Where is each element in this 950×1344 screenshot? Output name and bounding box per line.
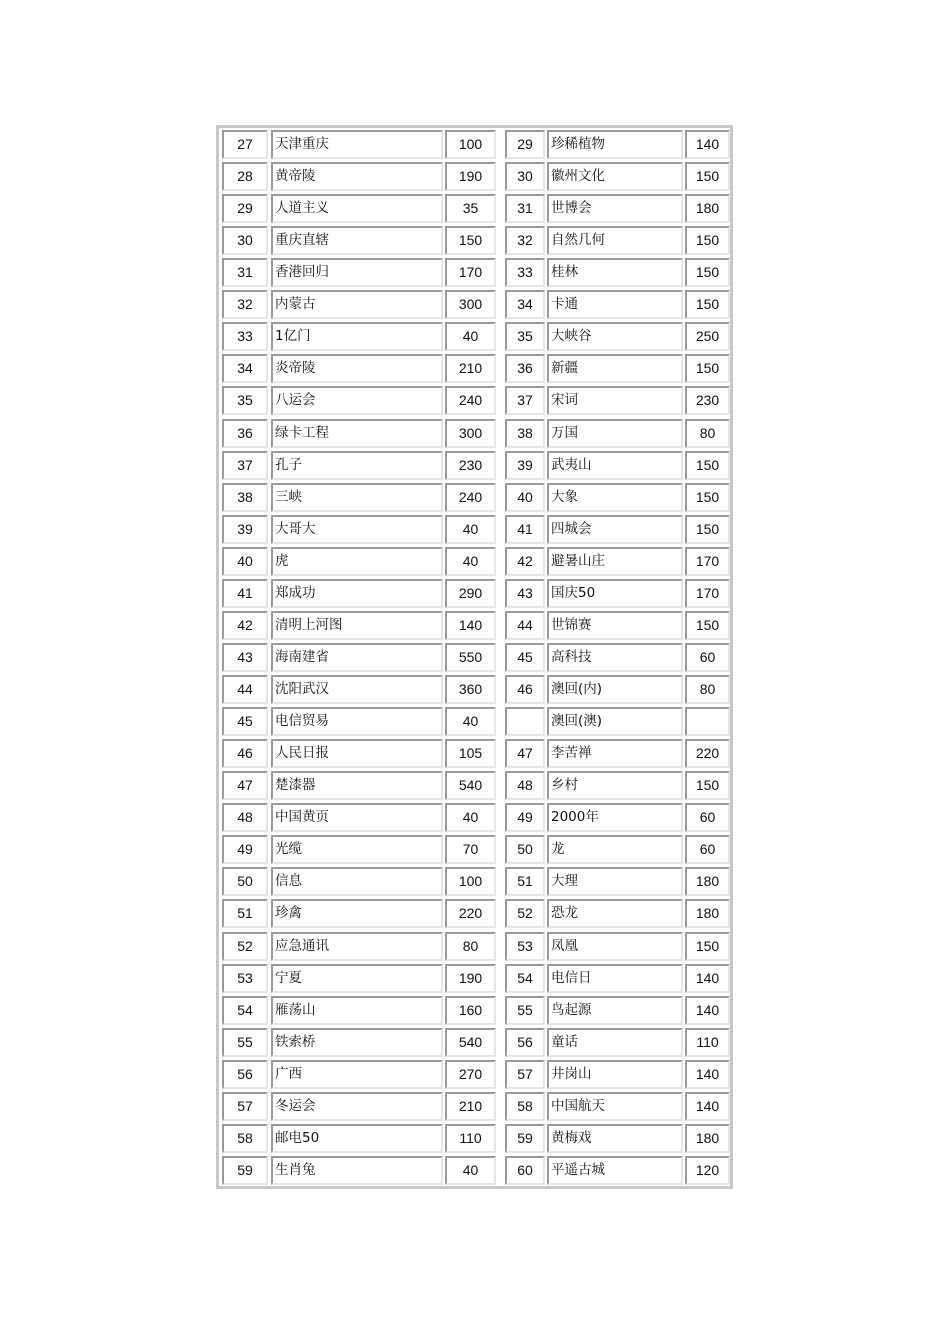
item-name-left: 绿卡工程 — [271, 419, 443, 448]
item-value-left: 100 — [445, 867, 496, 896]
row-number-right — [505, 707, 545, 736]
row-number-left: 44 — [222, 675, 268, 704]
item-value-right: 140 — [685, 1092, 730, 1121]
item-name-left: 内蒙古 — [271, 290, 443, 319]
item-name-right: 大理 — [547, 867, 683, 896]
item-name-left: 应急通讯 — [271, 932, 443, 961]
row-number-right: 33 — [505, 258, 545, 287]
item-value-right: 140 — [685, 996, 730, 1025]
row-number-left: 35 — [222, 386, 268, 415]
item-name-left: 清明上河图 — [271, 611, 443, 640]
item-name-left: 虎 — [271, 547, 443, 576]
item-value-left: 540 — [445, 1028, 496, 1057]
item-name-left: 雁荡山 — [271, 996, 443, 1025]
row-number-left: 28 — [222, 162, 268, 191]
item-name-right: 宋词 — [547, 386, 683, 415]
row-number-right: 34 — [505, 290, 545, 319]
item-value-left: 40 — [445, 707, 496, 736]
row-number-left: 51 — [222, 899, 268, 928]
item-value-left: 140 — [445, 611, 496, 640]
item-name-left: 海南建省 — [271, 643, 443, 672]
row-number-right: 41 — [505, 515, 545, 544]
item-name-right: 恐龙 — [547, 899, 683, 928]
row-number-right: 42 — [505, 547, 545, 576]
item-value-right: 180 — [685, 194, 730, 223]
item-value-right: 110 — [685, 1028, 730, 1057]
item-name-right: 乡村 — [547, 771, 683, 800]
item-name-right: 珍稀植物 — [547, 130, 683, 159]
item-name-left: 人民日报 — [271, 739, 443, 768]
item-value-right: 170 — [685, 579, 730, 608]
item-value-left: 240 — [445, 483, 496, 512]
row-number-right: 35 — [505, 322, 545, 351]
item-name-left: 宁夏 — [271, 964, 443, 993]
item-value-right: 60 — [685, 835, 730, 864]
item-name-left: 冬运会 — [271, 1092, 443, 1121]
item-name-right: 高科技 — [547, 643, 683, 672]
stamp-price-table — [216, 125, 733, 1189]
item-value-left: 300 — [445, 419, 496, 448]
row-number-left: 59 — [222, 1156, 268, 1185]
item-value-right: 60 — [685, 643, 730, 672]
item-name-right: 自然几何 — [547, 226, 683, 255]
item-value-left: 220 — [445, 899, 496, 928]
item-value-right: 150 — [685, 290, 730, 319]
item-value-left: 80 — [445, 932, 496, 961]
row-number-left: 36 — [222, 419, 268, 448]
item-name-left: 生肖兔 — [271, 1156, 443, 1185]
item-name-left: 1亿门 — [271, 322, 443, 351]
item-name-right: 新疆 — [547, 354, 683, 383]
row-number-left: 43 — [222, 643, 268, 672]
item-name-left: 三峡 — [271, 483, 443, 512]
item-value-right: 150 — [685, 611, 730, 640]
item-name-right: 澳回(内) — [547, 675, 683, 704]
row-number-left: 47 — [222, 771, 268, 800]
item-value-right: 220 — [685, 739, 730, 768]
item-name-right: 龙 — [547, 835, 683, 864]
item-name-right: 徽州文化 — [547, 162, 683, 191]
row-number-right: 56 — [505, 1028, 545, 1057]
item-value-right: 250 — [685, 322, 730, 351]
item-name-right: 国庆50 — [547, 579, 683, 608]
item-value-left: 40 — [445, 322, 496, 351]
item-value-right: 80 — [685, 675, 730, 704]
item-name-left: 重庆直辖 — [271, 226, 443, 255]
row-number-left: 27 — [222, 130, 268, 159]
row-number-right: 55 — [505, 996, 545, 1025]
item-value-left: 40 — [445, 1156, 496, 1185]
item-value-left: 550 — [445, 643, 496, 672]
item-value-left: 110 — [445, 1124, 496, 1153]
item-value-right: 140 — [685, 130, 730, 159]
item-name-left: 香港回归 — [271, 258, 443, 287]
item-name-right: 电信日 — [547, 964, 683, 993]
row-number-right: 43 — [505, 579, 545, 608]
item-value-right: 150 — [685, 451, 730, 480]
row-number-right: 31 — [505, 194, 545, 223]
row-number-right: 57 — [505, 1060, 545, 1089]
item-name-right: 平遥古城 — [547, 1156, 683, 1185]
item-value-left: 360 — [445, 675, 496, 704]
item-name-right: 卡通 — [547, 290, 683, 319]
row-number-left: 48 — [222, 803, 268, 832]
item-name-left: 郑成功 — [271, 579, 443, 608]
item-name-right: 大峡谷 — [547, 322, 683, 351]
item-value-right — [685, 707, 730, 736]
item-value-left: 70 — [445, 835, 496, 864]
row-number-left: 31 — [222, 258, 268, 287]
item-value-left: 540 — [445, 771, 496, 800]
item-value-right: 180 — [685, 867, 730, 896]
row-number-right: 40 — [505, 483, 545, 512]
item-value-left: 210 — [445, 1092, 496, 1121]
item-name-left: 电信贸易 — [271, 707, 443, 736]
item-name-left: 大哥大 — [271, 515, 443, 544]
item-value-left: 150 — [445, 226, 496, 255]
item-value-right: 150 — [685, 515, 730, 544]
item-name-left: 沈阳武汉 — [271, 675, 443, 704]
row-number-right: 49 — [505, 803, 545, 832]
item-value-right: 180 — [685, 1124, 730, 1153]
row-number-right: 60 — [505, 1156, 545, 1185]
item-name-left: 广西 — [271, 1060, 443, 1089]
item-value-left: 35 — [445, 194, 496, 223]
row-number-right: 36 — [505, 354, 545, 383]
row-number-left: 33 — [222, 322, 268, 351]
item-name-left: 邮电50 — [271, 1124, 443, 1153]
item-name-left: 光缆 — [271, 835, 443, 864]
row-number-left: 39 — [222, 515, 268, 544]
item-name-left: 黄帝陵 — [271, 162, 443, 191]
item-value-left: 160 — [445, 996, 496, 1025]
row-number-left: 52 — [222, 932, 268, 961]
item-name-left: 人道主义 — [271, 194, 443, 223]
item-value-right: 150 — [685, 354, 730, 383]
item-name-right: 黄梅戏 — [547, 1124, 683, 1153]
item-value-right: 150 — [685, 771, 730, 800]
item-name-left: 珍禽 — [271, 899, 443, 928]
row-number-right: 52 — [505, 899, 545, 928]
item-name-left: 楚漆器 — [271, 771, 443, 800]
item-name-right: 世博会 — [547, 194, 683, 223]
row-number-right: 46 — [505, 675, 545, 704]
row-number-right: 45 — [505, 643, 545, 672]
row-number-right: 44 — [505, 611, 545, 640]
item-value-right: 170 — [685, 547, 730, 576]
row-number-left: 40 — [222, 547, 268, 576]
item-value-right: 150 — [685, 932, 730, 961]
item-value-left: 300 — [445, 290, 496, 319]
item-value-right: 140 — [685, 964, 730, 993]
row-number-right: 54 — [505, 964, 545, 993]
row-number-left: 56 — [222, 1060, 268, 1089]
row-number-left: 29 — [222, 194, 268, 223]
item-name-right: 桂林 — [547, 258, 683, 287]
row-number-left: 45 — [222, 707, 268, 736]
item-value-right: 150 — [685, 226, 730, 255]
item-name-left: 铁索桥 — [271, 1028, 443, 1057]
item-name-left: 信息 — [271, 867, 443, 896]
item-name-right: 童话 — [547, 1028, 683, 1057]
row-number-left: 55 — [222, 1028, 268, 1057]
item-value-left: 210 — [445, 354, 496, 383]
item-value-left: 290 — [445, 579, 496, 608]
row-number-right: 50 — [505, 835, 545, 864]
item-value-left: 190 — [445, 964, 496, 993]
item-name-left: 孔子 — [271, 451, 443, 480]
row-number-left: 32 — [222, 290, 268, 319]
item-value-left: 270 — [445, 1060, 496, 1089]
row-number-left: 42 — [222, 611, 268, 640]
item-name-right: 鸟起源 — [547, 996, 683, 1025]
row-number-right: 47 — [505, 739, 545, 768]
item-value-right: 150 — [685, 162, 730, 191]
item-value-right: 230 — [685, 386, 730, 415]
row-number-left: 37 — [222, 451, 268, 480]
row-number-left: 53 — [222, 964, 268, 993]
item-name-right: 世锦赛 — [547, 611, 683, 640]
item-name-right: 避暑山庄 — [547, 547, 683, 576]
item-value-right: 140 — [685, 1060, 730, 1089]
item-value-right: 60 — [685, 803, 730, 832]
row-number-right: 53 — [505, 932, 545, 961]
item-name-right: 中国航天 — [547, 1092, 683, 1121]
item-value-right: 150 — [685, 483, 730, 512]
row-number-right: 59 — [505, 1124, 545, 1153]
item-name-right: 2000年 — [547, 803, 683, 832]
item-value-right: 180 — [685, 899, 730, 928]
item-name-left: 炎帝陵 — [271, 354, 443, 383]
item-name-right: 井岗山 — [547, 1060, 683, 1089]
item-value-right: 80 — [685, 419, 730, 448]
item-name-right: 万国 — [547, 419, 683, 448]
item-value-left: 190 — [445, 162, 496, 191]
row-number-right: 38 — [505, 419, 545, 448]
item-value-left: 100 — [445, 130, 496, 159]
item-value-left: 40 — [445, 515, 496, 544]
row-number-right: 48 — [505, 771, 545, 800]
row-number-left: 57 — [222, 1092, 268, 1121]
item-value-left: 105 — [445, 739, 496, 768]
row-number-left: 41 — [222, 579, 268, 608]
row-number-left: 46 — [222, 739, 268, 768]
item-value-right: 120 — [685, 1156, 730, 1185]
item-name-right: 武夷山 — [547, 451, 683, 480]
row-number-left: 49 — [222, 835, 268, 864]
row-number-right: 51 — [505, 867, 545, 896]
item-value-left: 240 — [445, 386, 496, 415]
item-name-left: 天津重庆 — [271, 130, 443, 159]
row-number-right: 29 — [505, 130, 545, 159]
row-number-left: 34 — [222, 354, 268, 383]
item-name-right: 四城会 — [547, 515, 683, 544]
item-name-left: 八运会 — [271, 386, 443, 415]
row-number-left: 58 — [222, 1124, 268, 1153]
row-number-right: 37 — [505, 386, 545, 415]
item-name-right: 澳回(澳) — [547, 707, 683, 736]
item-name-left: 中国黄页 — [271, 803, 443, 832]
item-value-left: 40 — [445, 547, 496, 576]
row-number-right: 30 — [505, 162, 545, 191]
row-number-left: 50 — [222, 867, 268, 896]
row-number-right: 32 — [505, 226, 545, 255]
item-value-left: 170 — [445, 258, 496, 287]
row-number-right: 39 — [505, 451, 545, 480]
item-value-right: 150 — [685, 258, 730, 287]
row-number-left: 30 — [222, 226, 268, 255]
item-value-left: 230 — [445, 451, 496, 480]
row-number-right: 58 — [505, 1092, 545, 1121]
row-number-left: 38 — [222, 483, 268, 512]
item-name-right: 凤凰 — [547, 932, 683, 961]
item-name-right: 李苦禅 — [547, 739, 683, 768]
item-name-right: 大象 — [547, 483, 683, 512]
row-number-left: 54 — [222, 996, 268, 1025]
item-value-left: 40 — [445, 803, 496, 832]
